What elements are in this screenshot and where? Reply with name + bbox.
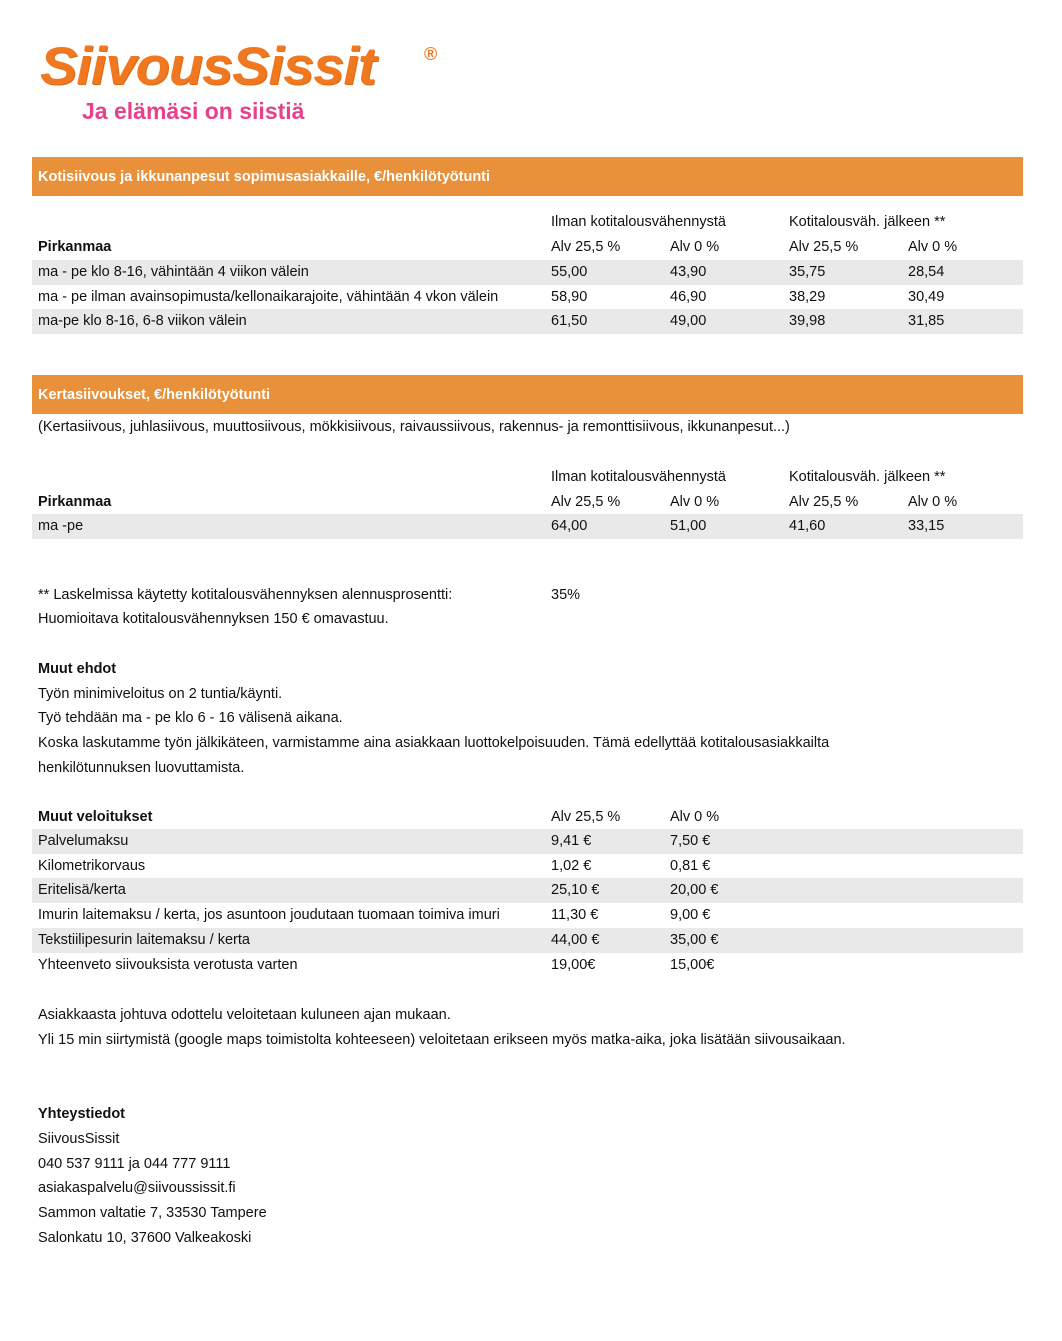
row-label: Palvelumaksu xyxy=(38,833,129,849)
price-cell: 20,00 € xyxy=(670,882,719,898)
price-cell: 11,30 € xyxy=(551,907,599,923)
price-cell: 25,10 € xyxy=(551,882,600,898)
table-row xyxy=(32,260,1023,285)
price-cell: 28,54 xyxy=(908,264,945,280)
col-header: Alv 25,5 % xyxy=(789,239,859,255)
table-row xyxy=(32,829,1023,854)
row-label: ma-pe klo 8-16, 6-8 viikon välein xyxy=(38,313,247,329)
price-cell: 58,90 xyxy=(551,289,588,305)
section2-group-header-row xyxy=(32,465,1023,490)
terms-line: Työ tehdään ma - pe klo 6 - 16 välisenä aikana. xyxy=(38,710,343,726)
table-row xyxy=(32,309,1023,334)
col-header: Alv 0 % xyxy=(670,239,720,255)
price-cell: 43,90 xyxy=(670,264,707,280)
price-cell: 49,00 xyxy=(670,313,707,329)
company-logo xyxy=(40,35,438,128)
group-header-after-deduction: Kotitalousväh. jälkeen ** xyxy=(789,214,946,230)
col-header: Alv 0 % xyxy=(670,809,720,825)
note-line: Yli 15 min siirtymistä (google maps toimistolta kohteeseen) veloitetaan erikseen myös matka-aika, joka lisätään siivousaikaan. xyxy=(38,1032,846,1048)
col-header: Alv 25,5 % xyxy=(551,809,621,825)
price-cell: 33,15 xyxy=(908,518,945,534)
col-header: Alv 0 % xyxy=(908,239,958,255)
logo-slogan: Ja elämäsi on siistiä xyxy=(82,98,305,124)
price-cell: 39,98 xyxy=(789,313,826,329)
table-row xyxy=(32,514,1023,539)
row-label: Kilometrikorvaus xyxy=(38,858,146,874)
section2-column-header-row xyxy=(32,490,1023,515)
price-cell: 1,02 € xyxy=(551,858,592,874)
group-header-after-deduction: Kotitalousväh. jälkeen ** xyxy=(789,469,946,485)
row-label: Imurin laitemaksu / kerta, jos asuntoon joudutaan tuomaan toimiva imuri xyxy=(38,907,500,923)
price-cell: 31,85 xyxy=(908,313,945,329)
price-cell: 30,49 xyxy=(908,289,945,305)
row-label: ma - pe ilman avainsopimusta/kellonaikarajoite, vähintään 4 vkon välein xyxy=(38,289,499,305)
price-cell: 61,50 xyxy=(551,313,588,329)
table-row xyxy=(32,878,1023,903)
section2-title-band: Kertasiivoukset, €/henkilötyötunti xyxy=(32,375,1023,414)
price-cell: 9,41 € xyxy=(551,833,592,849)
region-label: Pirkanmaa xyxy=(38,239,112,255)
price-cell: 46,90 xyxy=(670,289,707,305)
terms-heading: Muut ehdot xyxy=(38,661,117,677)
footnote-line1: ** Laskelmissa käytetty kotitalousvähennyksen alennusprosentti: xyxy=(38,587,453,603)
price-cell: 0,81 € xyxy=(670,858,711,874)
section1-column-header-row xyxy=(32,235,1023,260)
price-cell: 15,00€ xyxy=(670,957,715,973)
price-cell: 38,29 xyxy=(789,289,826,305)
section1-group-header-row xyxy=(32,210,1023,235)
footnote-line2: Huomioitava kotitalousvähennyksen 150 € omavastuu. xyxy=(38,611,389,627)
section1-title-band: Kotisiivous ja ikkunanpesut sopimusasiakkaille, €/henkilötyötunti xyxy=(32,157,1023,196)
terms-line: henkilötunnuksen luovuttamista. xyxy=(38,760,245,776)
contact-address-tampere: Sammon valtatie 7, 33530 Tampere xyxy=(38,1205,267,1221)
col-header: Alv 0 % xyxy=(670,494,720,510)
contact-email: asiakaspalvelu@siivoussissit.fi xyxy=(38,1180,236,1196)
registered-mark: ® xyxy=(424,44,438,64)
contact-company: SiivousSissit xyxy=(38,1131,120,1147)
contact-address-valkeakoski: Salonkatu 10, 37600 Valkeakoski xyxy=(38,1230,252,1246)
price-cell: 64,00 xyxy=(551,518,588,534)
price-cell: 35,00 € xyxy=(670,932,719,948)
table-row xyxy=(32,928,1023,953)
price-cell: 44,00 € xyxy=(551,932,600,948)
note-line: Asiakkaasta johtuva odottelu veloitetaan kuluneen ajan mukaan. xyxy=(38,1007,451,1023)
price-cell: 9,00 € xyxy=(670,907,711,923)
table-row xyxy=(32,903,1023,928)
row-label: Yhteenveto siivouksista verotusta varten xyxy=(38,957,298,973)
col-header: Alv 0 % xyxy=(908,494,958,510)
contact-heading: Yhteystiedot xyxy=(38,1106,126,1122)
region-label: Pirkanmaa xyxy=(38,494,112,510)
section2-note: (Kertasiivous, juhlasiivous, muuttosiivous, mökkisiivous, raivaussiivous, rakennus- ja remonttisiivous, ikkunanpesut...) xyxy=(38,419,790,435)
terms-line: Koska laskutamme työn jälkikäteen, varmistamme aina asiakkaan luottokelpoisuuden. Tämä edellyttää kotitalousasiakkailta xyxy=(38,735,830,751)
row-label: Eritelisä/kerta xyxy=(38,882,126,898)
table-row xyxy=(32,953,1023,978)
price-cell: 7,50 € xyxy=(670,833,711,849)
charges-heading: Muut veloitukset xyxy=(38,809,153,825)
col-header: Alv 25,5 % xyxy=(551,494,621,510)
col-header: Alv 25,5 % xyxy=(551,239,621,255)
group-header-no-deduction: Ilman kotitalousvähennystä xyxy=(551,214,726,230)
price-cell: 35,75 xyxy=(789,264,826,280)
row-label: Tekstiilipesurin laitemaksu / kerta xyxy=(38,932,250,948)
price-cell: 51,00 xyxy=(670,518,707,534)
group-header-no-deduction: Ilman kotitalousvähennystä xyxy=(551,469,726,485)
table-row xyxy=(32,285,1023,310)
footnote-percent: 35% xyxy=(551,587,581,603)
price-cell: 55,00 xyxy=(551,264,588,280)
row-label: ma -pe xyxy=(38,518,84,534)
table-row xyxy=(32,854,1023,879)
row-label: ma - pe klo 8-16, vähintään 4 viikon välein xyxy=(38,264,309,280)
contact-phone: 040 537 9111 ja 044 777 9111 xyxy=(38,1156,231,1172)
logo-brand-text: SiivousSissit xyxy=(40,35,376,96)
price-cell: 41,60 xyxy=(789,518,826,534)
col-header: Alv 25,5 % xyxy=(789,494,859,510)
terms-line: Työn minimiveloitus on 2 tuntia/käynti. xyxy=(38,686,283,702)
price-cell: 19,00€ xyxy=(551,957,596,973)
charges-header-row xyxy=(32,805,1023,830)
